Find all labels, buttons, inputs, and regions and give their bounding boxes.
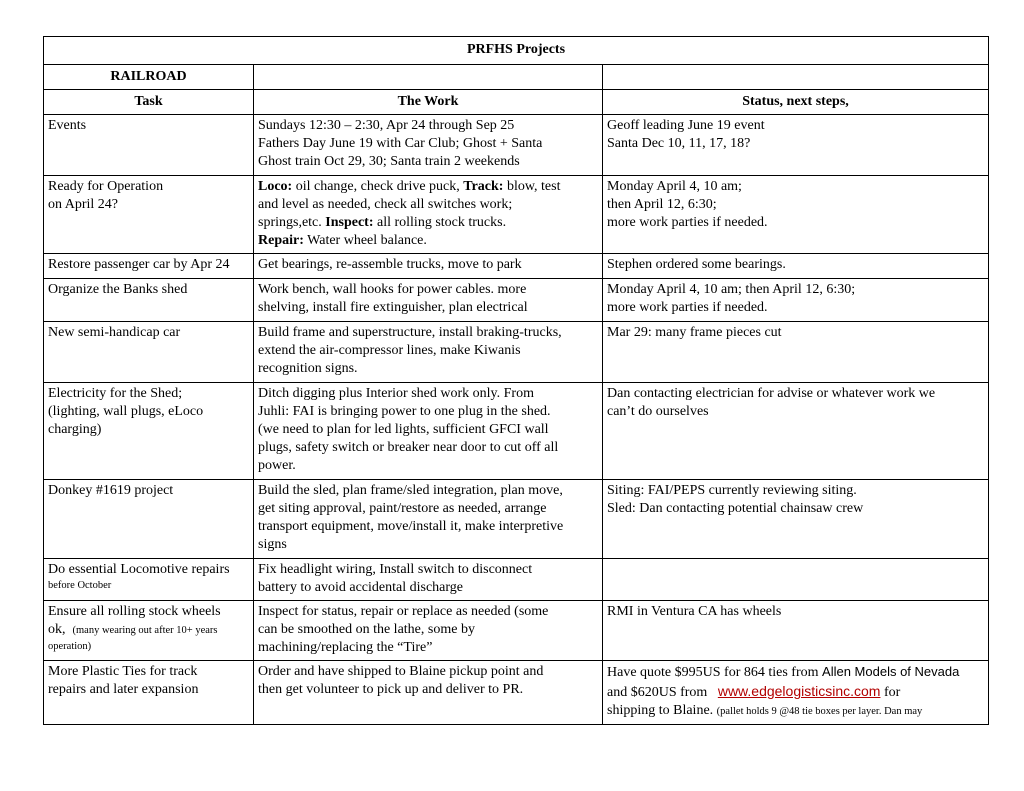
projects-table xyxy=(43,36,989,725)
status-cell: Mar 29: many frame pieces cut xyxy=(603,322,989,383)
work-cell: Inspect for status, repair or replace as needed (some can be smoothed on the lathe, some by machining/replacing the “Tire” xyxy=(254,601,603,661)
status-cell: RMI in Ventura CA has wheels xyxy=(603,601,989,661)
column-header-work: The Work xyxy=(254,90,603,115)
task-cell: Organize the Banks shed xyxy=(44,279,254,322)
table-row xyxy=(44,279,989,322)
work-cell: Loco: oil change, check drive puck, Track: blow, test and level as needed, check all switches work; springs,etc. Inspect: all rolling stock trucks. Repair: Water wheel balance. xyxy=(254,176,603,254)
work-cell: Sundays 12:30 – 2:30, Apr 24 through Sep 25 Fathers Day June 19 with Car Club; Ghost + Santa Ghost train Oct 29, 30; Santa train 2 weekends xyxy=(254,115,603,176)
task-cell: Ensure all rolling stock wheels ok, (many wearing out after 10+ years operation) xyxy=(44,601,254,661)
task-cell: Electricity for the Shed; (lighting, wall plugs, eLoco charging) xyxy=(44,383,254,480)
table-row xyxy=(44,254,989,279)
empty-cell xyxy=(603,65,989,90)
task-cell: Ready for Operation on April 24? xyxy=(44,176,254,254)
table-row xyxy=(44,559,989,601)
table-title: PRFHS Projects xyxy=(44,37,989,65)
status-cell: Dan contacting electrician for advise or whatever work we can’t do ourselves xyxy=(603,383,989,480)
status-cell: Stephen ordered some bearings. xyxy=(603,254,989,279)
table-row xyxy=(44,383,989,480)
work-cell: Get bearings, re-assemble trucks, move to park xyxy=(254,254,603,279)
work-cell: Work bench, wall hooks for power cables. more shelving, install fire extinguisher, plan electrical xyxy=(254,279,603,322)
task-cell: Events xyxy=(44,115,254,176)
work-cell: Build the sled, plan frame/sled integration, plan move, get siting approval, paint/restore as needed, arrange transport equipment, move/install it, make interpretive signs xyxy=(254,480,603,559)
task-cell: Do essential Locomotive repairs before October xyxy=(44,559,254,601)
task-cell: Donkey #1619 project xyxy=(44,480,254,559)
column-header-status: Status, next steps, xyxy=(603,90,989,115)
column-header-task: Task xyxy=(44,90,254,115)
table-row xyxy=(44,661,989,725)
table-row xyxy=(44,480,989,559)
work-cell: Fix headlight wiring, Install switch to disconnect battery to avoid accidental discharge xyxy=(254,559,603,601)
status-cell: Geoff leading June 19 event Santa Dec 10, 11, 17, 18? xyxy=(603,115,989,176)
status-cell xyxy=(603,559,989,601)
task-cell: More Plastic Ties for track repairs and later expansion xyxy=(44,661,254,725)
status-cell: Monday April 4, 10 am; then April 12, 6:30; more work parties if needed. xyxy=(603,176,989,254)
table-row xyxy=(44,601,989,661)
work-cell: Ditch digging plus Interior shed work only. From Juhli: FAI is bringing power to one plug in the shed. (we need to plan for led lights, sufficient GFCI wall plugs, safety switch or breaker near door to cut off all power. xyxy=(254,383,603,480)
task-cell: New semi-handicap car xyxy=(44,322,254,383)
status-cell: Have quote $995US for 864 ties from Allen Models of Nevada and $620US from www.edgelogisticsinc.com for shipping to Blaine. (pallet holds 9 @48 tie boxes per layer. Dan may xyxy=(603,661,989,725)
table-row xyxy=(44,115,989,176)
task-cell: Restore passenger car by Apr 24 xyxy=(44,254,254,279)
edgelogistics-link[interactable]: www.edgelogisticsinc.com xyxy=(717,683,881,699)
status-cell: Monday April 4, 10 am; then April 12, 6:30; more work parties if needed. xyxy=(603,279,989,322)
section-heading: RAILROAD xyxy=(44,65,254,90)
work-cell: Order and have shipped to Blaine pickup point and then get volunteer to pick up and deliver to PR. xyxy=(254,661,603,725)
work-cell: Build frame and superstructure, install braking-trucks, extend the air-compressor lines, make Kiwanis recognition signs. xyxy=(254,322,603,383)
status-cell: Siting: FAI/PEPS currently reviewing siting. Sled: Dan contacting potential chainsaw crew xyxy=(603,480,989,559)
table-row xyxy=(44,322,989,383)
empty-cell xyxy=(254,65,603,90)
table-row xyxy=(44,176,989,254)
